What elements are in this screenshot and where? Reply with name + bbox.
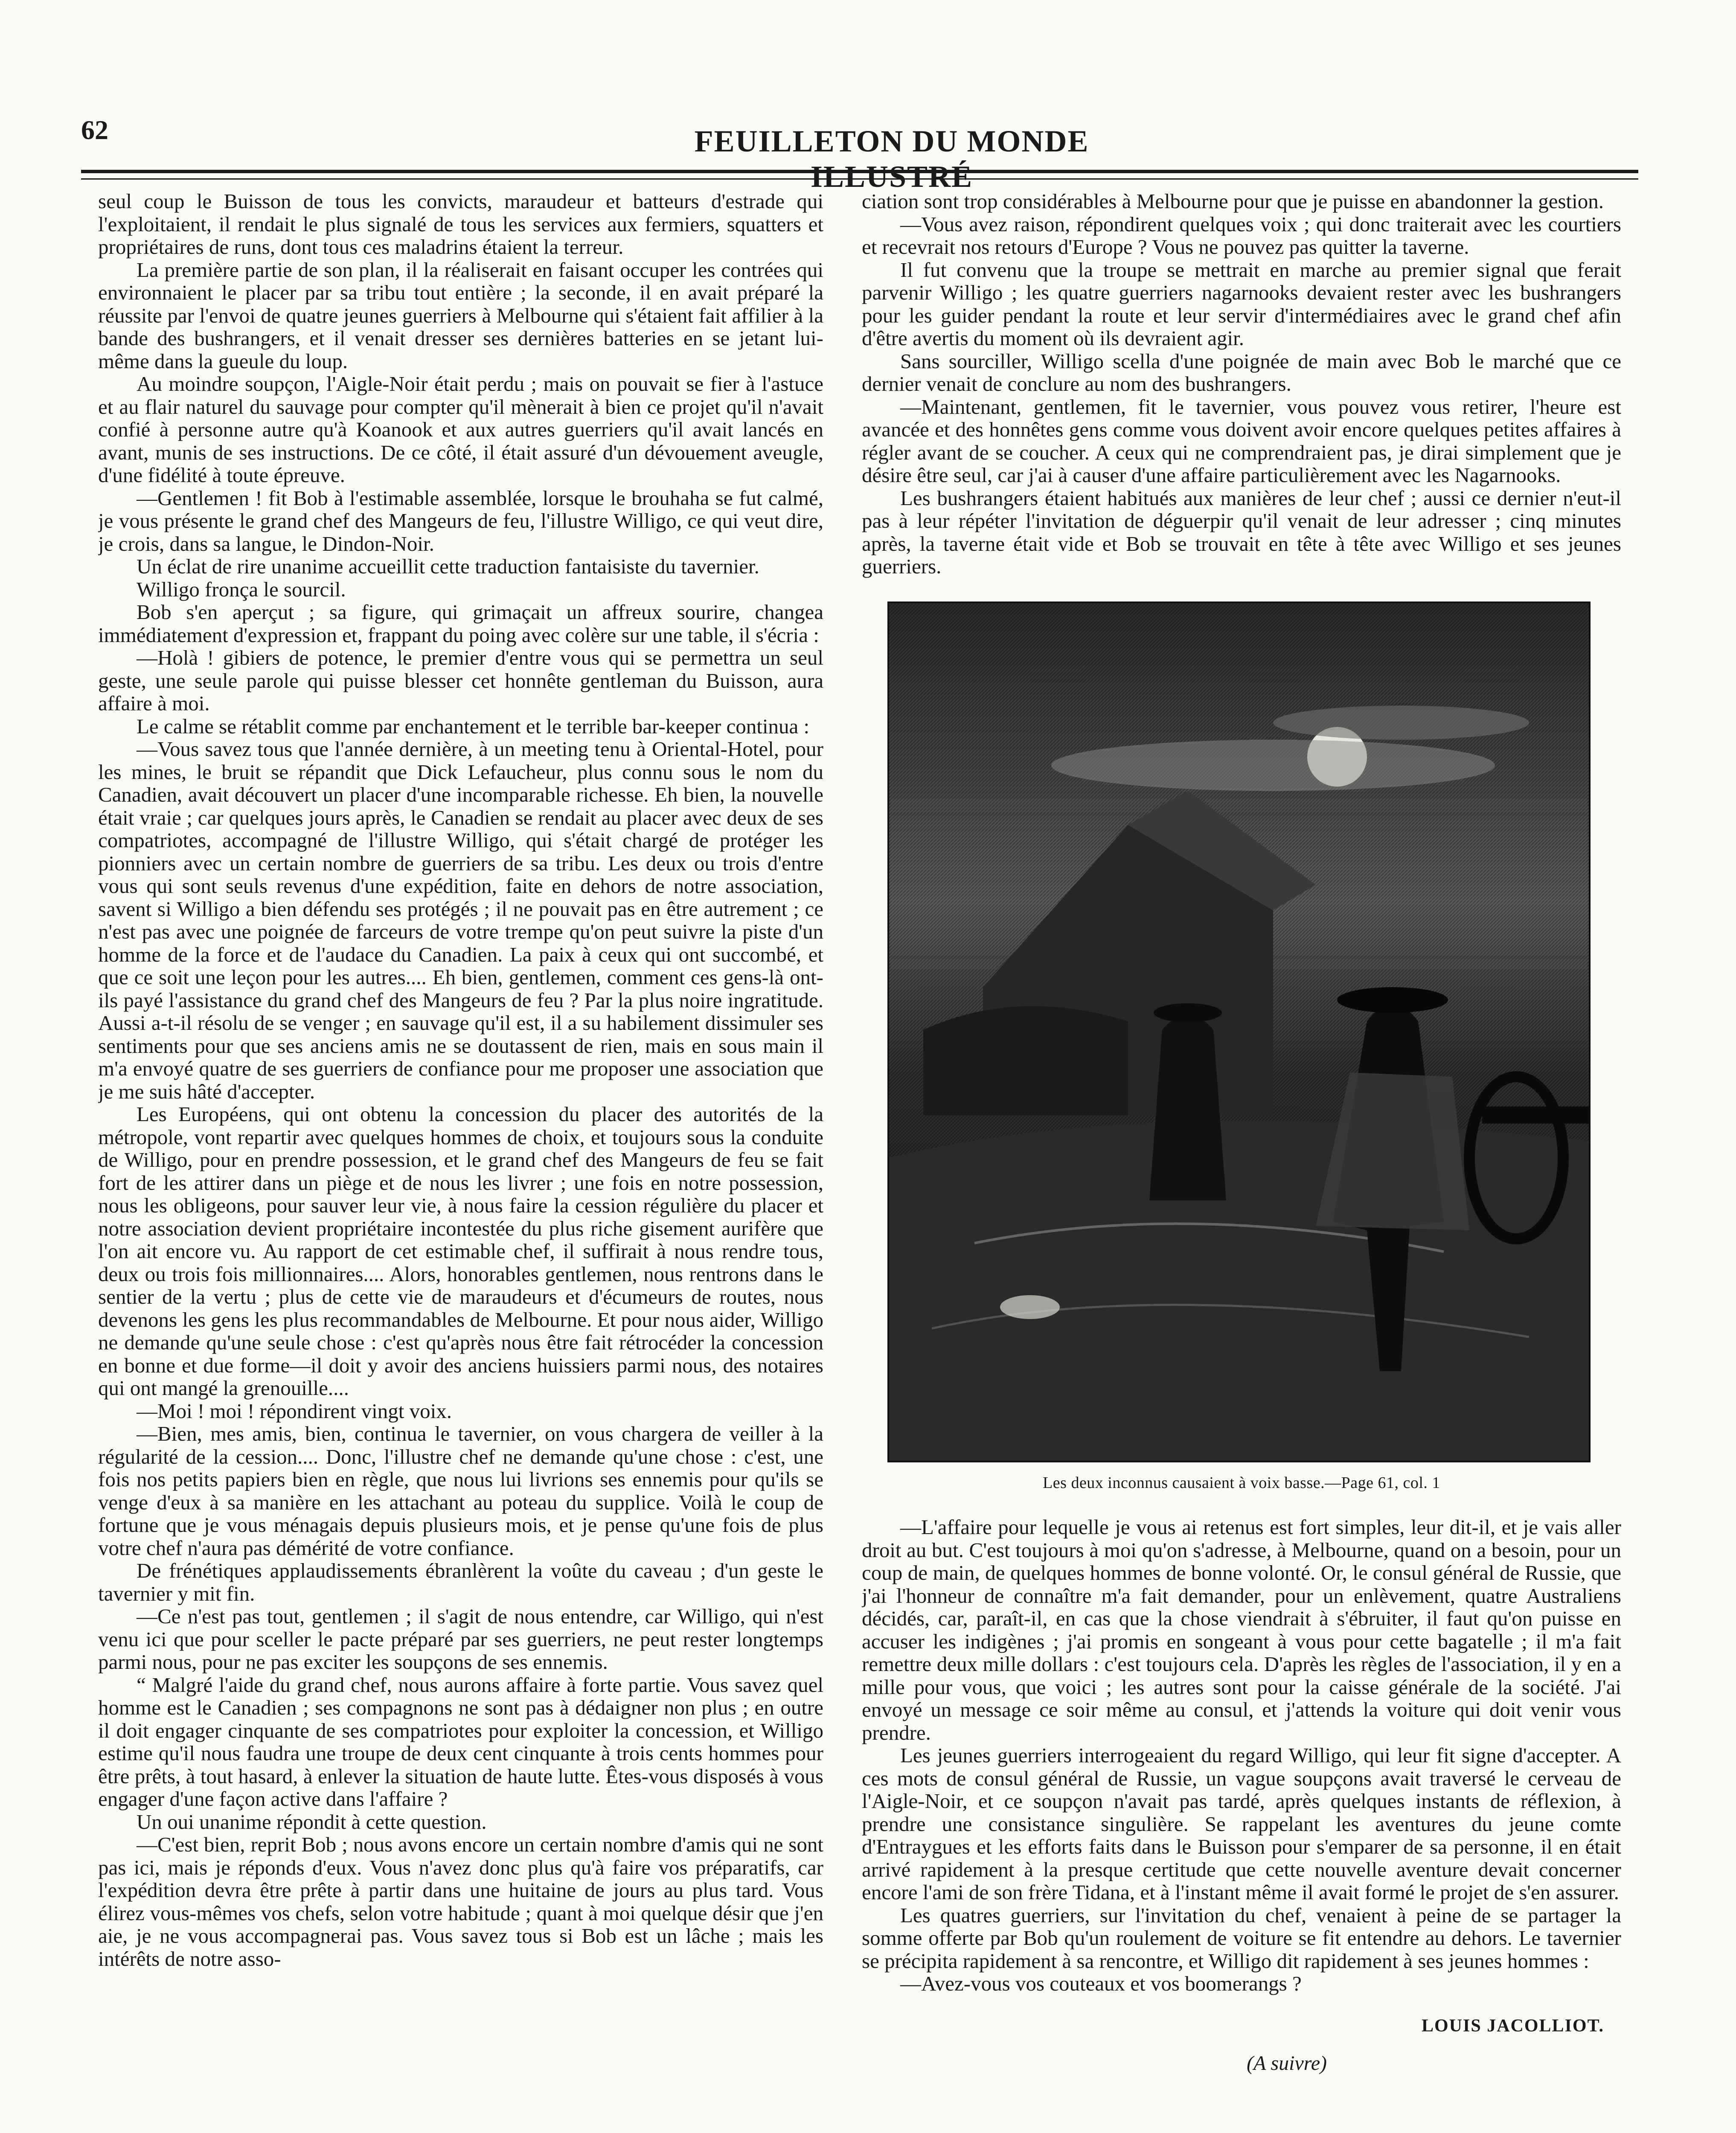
- paragraph: De frénétiques applaudissements ébranlèrent la voûte du caveau ; d'un geste le tavernier y mit fin.: [98, 1559, 823, 1605]
- paragraph: —Vous avez raison, répondirent quelques voix ; qui donc traiterait avec les courtiers et recevrait nos retours d'Europe ? Vous ne pouvez pas quitter la taverne.: [862, 212, 1621, 259]
- paragraph: —Avez-vous vos couteaux et vos boomerangs ?: [900, 1972, 1302, 1995]
- paragraph: “ Malgré l'aide du grand chef, nous aurons affaire à forte partie. Vous savez quel homme est le Canadien ; ses compagnons ne sont pas à dédaigner non plus ; en outre il doit engager cinquante de ses compatriotes pour exploiter la concession, et Willigo estime qu'il nous faudra une troupe de deux cent cinquante à trois cents hommes pour être prêts, à tout hasard, à enlever la situation de haute lutte. Êtes-vous disposés à vous engager d'une façon active dans l'affaire ?: [98, 1673, 823, 1810]
- paragraph: seul coup le Buisson de tous les convicts, maraudeur et batteurs d'estrade qui l'exploitaient, il rendait le plus signalé de tous les services aux fermiers, squatters et propriétaires de runs, dont tous ces maladrins étaient la terreur.: [98, 190, 823, 259]
- paragraph: —Holà ! gibiers de potence, le premier d'entre vous qui se permettra un seul geste, une seule parole qui puisse blesser cet honnête gentleman du Buisson, aura affaire à moi.: [98, 646, 823, 715]
- paragraph: —C'est bien, reprit Bob ; nous avons encore un certain nombre d'amis qui ne sont pas ici, mais je réponds d'eux. Vous n'avez donc plus qu'à faire vos préparatifs, car l'expédition devra être prête à partir dans une huitaine de jours au plus tard. Vous élirez vous-mêmes vos chefs, selon votre habitude ; quant à moi quelque désir que j'en aie, je ne vous accompagnerai pas. Vous savez tous si Bob est un lâche ; mais les intérêts de notre asso-: [98, 1833, 823, 1970]
- page-number: 62: [81, 115, 108, 145]
- author-signature: LOUIS JACOLLIOT.: [1422, 2016, 1604, 2036]
- right-column: [862, 190, 1621, 2133]
- paragraph: —Ce n'est pas tout, gentlemen ; il s'agit de nous entendre, car Willigo, qui n'est venu ici que pour sceller le pacte préparé par ses guerriers, ne peut rester longtemps parmi nous, pour ne pas exciter les soupçons de ses ennemis.: [98, 1604, 823, 1674]
- paragraph: Les quatres guerriers, sur l'invitation du chef, venaient à peine de se partager la somme offerte par Bob qu'un roulement de voiture se fit entendre au dehors. Le tavernier se précipita rapidement à sa rencontre, et Willigo dit rapidement à ses jeunes hommes :: [862, 1903, 1621, 1973]
- paragraph: Un oui unanime répondit à cette question.: [137, 1810, 487, 1834]
- running-title: FEUILLETON DU MONDE ILLUSTRÉ: [694, 124, 1089, 194]
- header-rule-thin: [81, 178, 1638, 180]
- paragraph: —Gentlemen ! fit Bob à l'estimable assemblée, lorsque le brouhaha se fut calmé, je vous présente le grand chef des Mangeurs de feu, l'illustre Willigo, ce qui veut dire, je crois, dans sa langue, le Dindon-Noir.: [98, 486, 823, 555]
- paragraph: Willigo fronça le sourcil.: [137, 577, 346, 601]
- paragraph: —Moi ! moi ! répondirent vingt voix.: [137, 1399, 452, 1423]
- paragraph: Bob s'en aperçut ; sa figure, qui grimaçait un affreux sourire, changea immédiatement d'expression et, frappant du poing avec colère sur une table, il s'écria :: [98, 600, 823, 647]
- to-be-continued-note: (A suivre): [1247, 2052, 1327, 2075]
- paragraph: —Vous savez tous que l'année dernière, à un meeting tenu à Oriental-Hotel, pour les mines, le bruit se répandit que Dick Lefaucheur, plus connu sous le nom du Canadien, avait découvert un placer d'une incomparable richesse. Eh bien, la nouvelle était vraie ; car quelques jours après, le Canadien se rendait au placer avec deux de ses compatriotes, accompagné de l'illustre Willigo, qui s'était chargé de protéger les pionniers avec un certain nombre de guerriers de sa tribu. Les deux ou trois d'entre vous qui sont seuls revenus d'une expédition, faite en dehors de notre association, savent si Willigo a bien défendu ses protégés ; il ne pouvait pas en être autrement ; ce n'est pas avec une poignée de farceurs de votre trempe qu'on peut suivre la piste d'un homme de la force et de l'audace du Canadien. La paix à ceux qui ont succombé, et que ce soit une leçon pour les autres.... Eh bien, gentlemen, comment ces gens-là ont-ils payé l'assistance du grand chef des Mangeurs de feu ? Par la plus noire ingratitude. Aussi a-t-il résolu de se venger ; en sauvage qu'il est, il a su habilement dissimuler ses sentiments pour que ses anciens amis ne se doutassent de rien, mais en sous main il m'a envoyé quatre de ses guerriers de confiance pour me proposer une association que je me suis hâté d'accepter.: [98, 737, 823, 1103]
- paragraph: Les jeunes guerriers interrogeaient du regard Willigo, qui leur fit signe d'accepter. A ces mots de consul général de Russie, un vague soupçons avait traversé le cerveau de l'Aigle-Noir, et ce soupçon n'avait pas tardé, après quelques instants de réflexion, à prendre une consistance singulière. Se rappelant les aventures du jeune comte d'Entraygues et les efforts faits dans le Buisson pour s'emparer de sa personne, il en était arrivé rapidement à la presque certitude que cette nouvelle aventure devait concerner encore l'ami de son frère Tidana, et à l'instant même il avait formé le projet de s'en assurer.: [862, 1744, 1621, 1904]
- paragraph: —Maintenant, gentlemen, fit le tavernier, vous pouvez vous retirer, l'heure est avancée et des honnêtes gens comme vous doivent avoir encore quelques petites affaires à régler avant de se coucher. A ceux qui ne comprendraient pas, je dirai simplement que je désire être seul, car j'ai à causer d'une affaire particulièrement avec les Nagarnooks.: [862, 395, 1621, 487]
- paragraph: Le calme se rétablit comme par enchantement et le terrible bar-keeper continua :: [137, 714, 810, 738]
- paragraph: Les Européens, qui ont obtenu la concession du placer des autorités de la métropole, vont repartir avec quelques hommes de choix, et toujours sous la conduite de Willigo, pour en prendre possession, et le grand chef des Mangeurs de feu se fait fort de les attirer dans un piège et de nous les livrer ; une fois en notre possession, nous les obligeons, pour sauver leur vie, à nous faire la cession régulière du placer et notre association devient propriétaire incontestée du plus riche gisement aurifère que l'on ait encore vu. Au rapport de cet estimable chef, il suffirait à nous rendre tous, deux ou trois fois millionnaires.... Alors, honorables gentlemen, nous rentrons dans le sentier de la vertu ; plus de cette vie de maraudeurs et d'écumeurs de routes, nous devenons les gens les plus recommandables de Melbourne. Et pour nous aider, Willigo ne demande qu'une seule chose : c'est qu'après nous être fait rétrocéder la concession en bonne et due forme—il doit y avoir des anciens huissiers parmi nous, des notaires qui ont mangé la grenouille....: [98, 1102, 823, 1400]
- paragraph: —Bien, mes amis, bien, continua le tavernier, on vous chargera de veiller à la régularité de la cession.... Donc, l'illustre chef ne demande qu'une chose : c'est, une fois nos petits papiers bien en règle, que nous lui livrions ses ennemis pour qu'ils se venge d'eux à sa manière en les attachant au poteau du supplice. Voilà le coup de fortune que je vous ménagais depuis plusieurs mois, et je pense qu'une fois de plus votre chef n'aura pas démérité de votre confiance.: [98, 1422, 823, 1560]
- night-scene-engraving-icon: [889, 603, 1589, 1461]
- paragraph: Les bushrangers étaient habitués aux manières de leur chef ; aussi ce dernier n'eut-il pas à leur répéter l'invitation de déguerpir qu'il venait de leur adresser ; cinq minutes après, la taverne était vide et Bob se trouvait en tête à tête avec Willigo et ses jeunes guerriers.: [862, 486, 1621, 578]
- paragraph: Un éclat de rire unanime accueillit cette traduction fantaisiste du tavernier.: [137, 555, 759, 578]
- paragraph: Il fut convenu que la troupe se mettrait en marche au premier signal que ferait parvenir Willigo ; les quatre guerriers nagarnooks devaient rester avec les bushrangers pour les guider pendant la route et leur servir d'intermédiaires avec le grand chef afin d'être avertis du moment où ils devraient agir.: [862, 258, 1621, 350]
- paragraph: Sans sourciller, Willigo scella d'une poignée de main avec Bob le marché que ce dernier venait de conclure au nom des bushrangers.: [862, 349, 1621, 395]
- illustration-caption: Les deux inconnus causaient à voix basse.—Page 61, col. 1: [1043, 1473, 1440, 1492]
- paragraph: —L'affaire pour lequelle je vous ai retenus est fort simples, leur dit-il, et je vais aller droit au but. C'est toujours à moi qu'on s'adresse, à Melbourne, quand on a besoin, pour un coup de main, de quelques hommes de bonne volonté. Or, le consul général de Russie, que j'ai l'honneur de connaître m'a fait demander, pour un enlèvement, quatre Australiens décidés, car, paraît-il, en cas que la chose viendrait à s'ébruiter, il faut qu'on puisse en accuser les indigènes ; j'ai promis en songeant à vous pour cette bagatelle ; il m'a fait remettre deux mille dollars : c'est toujours cela. D'après les règles de l'association, il y en a mille pour vous, que voici ; les autres sont pour la caisse générale de la société. J'ai envoyé un message ce soir même au consul, et j'attends la voiture qui doit venir vous prendre.: [862, 1515, 1621, 1744]
- left-column: [98, 190, 823, 2133]
- paragraph: La première partie de son plan, il la réaliserait en faisant occuper les contrées qui environnaient le placer par sa tribu tout entière ; la seconde, il en avait préparé la réussite par l'envoi de quatre jeunes guerriers à Melbourne qui s'étaient fait affilier à la bande des bushrangers, et il venait dresser ses dernières batteries en se jetant lui-même dans la gueule du loup.: [98, 258, 823, 373]
- paragraph: Au moindre soupçon, l'Aigle-Noir était perdu ; mais on pouvait se fier à l'astuce et au flair naturel du sauvage pour compter qu'il mènerait à bien ce projet qu'il n'avait confié à personne autre qu'à Koanook et aux autres guerriers qu'il avait lancés en avant, munis de ses instructions. De ce côté, il était assuré d'un dévouement aveugle, d'une fidélité à toute épreuve.: [98, 372, 823, 487]
- night-scene-illustration: [887, 602, 1591, 1462]
- header-rule-thick: [81, 170, 1638, 173]
- paragraph: ciation sont trop considérables à Melbourne pour que je puisse en abandonner la gestion.: [862, 190, 1604, 213]
